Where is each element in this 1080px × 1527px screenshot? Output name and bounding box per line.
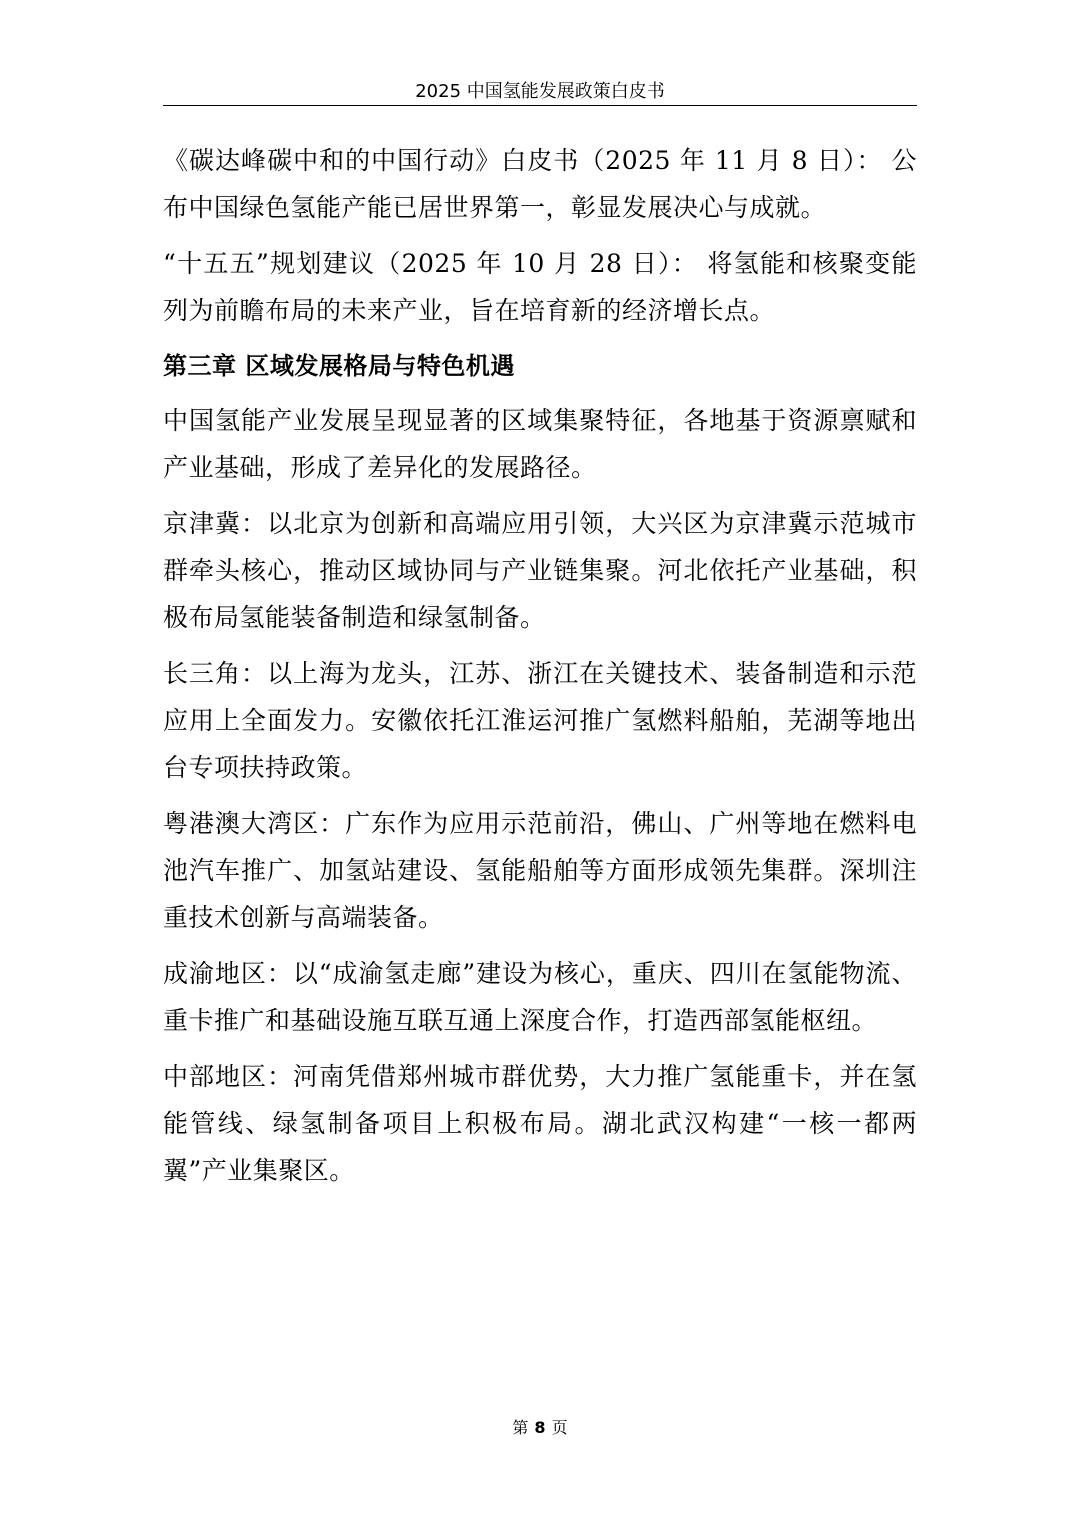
page-content [163, 137, 917, 1203]
paragraph-central-region: 中部地区：河南凭借郑州城市群优势，大力推广氢能重卡，并在氢能管线、绿氢制备项目上积极布局。湖北武汉构建“一核一都两翼”产业集聚区。 [163, 1062, 917, 1185]
page-number: 8 [534, 1418, 546, 1437]
page-label-suffix: 页 [551, 1418, 568, 1437]
header-divider [163, 105, 917, 106]
paragraph-greater-bay-area: 粤港澳大湾区：广东作为应用示范前沿，佛山、广州等地在燃料电池汽车推广、加氢站建设、氢能船舶等方面形成领先集群。深圳注重技术创新与高端装备。 [163, 809, 917, 932]
paragraph-white-paper: 《碳达峰碳中和的中国行动》白皮书（2025 年 11 月 8 日）： 公布中国绿色氢能产能已居世界第一，彰显发展决心与成就。 [163, 146, 917, 222]
paragraph-15th-five-year-plan: “十五五”规划建议（2025 年 10 月 28 日）： 将氢能和核聚变能列为前瞻布局的未来产业，旨在培育新的经济增长点。 [163, 249, 917, 325]
paragraph-yangtze-delta: 长三角：以上海为龙头，江苏、浙江在关键技术、装备制造和示范应用上全面发力。安徽依托江淮运河推广氢燃料船舶，芜湖等地出台专项扶持政策。 [163, 659, 917, 782]
page-footer [0, 1416, 1080, 1440]
chapter-heading: 第三章 区域发展格局与特色机遇 [163, 352, 515, 380]
paragraph-chengdu-chongqing: 成渝地区：以“成渝氢走廊”建设为核心，重庆、四川在氢能物流、重卡推广和基础设施互联互通上深度合作，打造西部氢能枢纽。 [163, 959, 917, 1035]
running-header-title: 2025 中国氢能发展政策白皮书 [415, 81, 665, 102]
paragraph-intro: 中国氢能产业发展呈现显著的区域集聚特征，各地基于资源禀赋和产业基础，形成了差异化的发展路径。 [163, 406, 917, 482]
paragraph-beijing-tianjin-hebei: 京津冀：以北京为创新和高端应用引领，大兴区为京津冀示范城市群牵头核心，推动区域协同与产业链集聚。河北依托产业基础，积极布局氢能装备制造和绿氢制备。 [163, 509, 917, 632]
page-label-prefix: 第 [512, 1418, 529, 1437]
